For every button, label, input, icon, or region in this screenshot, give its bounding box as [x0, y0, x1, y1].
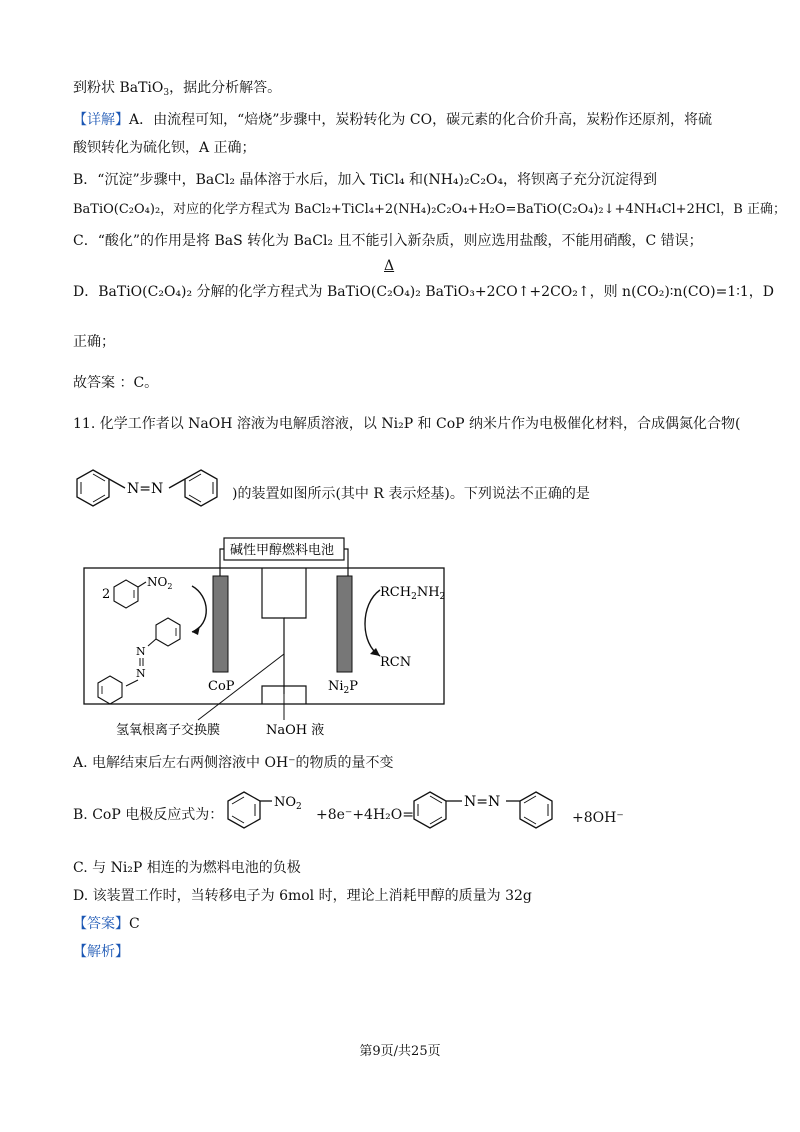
option-b-mid: +8e⁻+4H₂O= [316, 807, 414, 823]
n-label-2: N [136, 667, 146, 680]
detail-line-a1: 【详解】A．由流程可知，“焙烧”步骤中，炭粉转化为 CO，碳元素的化合价升高，炭粉作还原剂，将硫 [73, 112, 713, 128]
option-b-end: +8OH⁻ [572, 810, 624, 826]
answer-line [73, 914, 140, 934]
detail-line-d: D．BaTiO(C₂O₄)₂ 分解的化学方程式为 BaTiO(C₂O₄)₂ BaTiO₃+2CO↑+2CO₂↑，则 n(CO₂)∶n(CO)=1∶1，D [73, 284, 774, 300]
answer-value: C [129, 916, 140, 932]
detail-line-b2: BaTiO(C₂O₄)₂，对应的化学方程式为 BaCl₂+TiCl₄+2(NH₄)₂C₂O₄+H₂O=BaTiO(C₂O₄)₂↓+4NH₄Cl+2HCl，B 正确； [73, 202, 786, 217]
electrolysis-diagram [80, 534, 450, 744]
azobenzene-structure [73, 462, 243, 514]
rcn-label: RCN [380, 655, 412, 670]
ni2p-electrode [337, 576, 352, 672]
page-footer: 第9页/共25页 [359, 1044, 441, 1059]
detail-line-c: C．“酸化”的作用是将 BaS 转化为 BaCl₂ 且不能引入新杂质，则应选用盐酸，不能用硝酸，C 错误； [73, 233, 703, 249]
option-c: C. 与 Ni₂P 相连的为燃料电池的负极 [73, 860, 301, 876]
option-d: D. 该装置工作时，当转移电子为 6mol 时，理论上消耗甲醇的质量为 32g [73, 888, 532, 904]
opt-b-nn-label: N=N [464, 794, 501, 810]
azobenzene-product-structure [408, 786, 578, 836]
analysis-line [73, 942, 129, 962]
detail-line-d2: 正确； [73, 334, 115, 350]
membrane-label: 氢氧根离子交换膜 [116, 723, 221, 738]
option-a: A. 电解结束后左右两侧溶液中 OH⁻的物质的量不变 [73, 755, 394, 771]
delta-symbol: Δ [384, 258, 395, 274]
n-label-1: N [136, 645, 146, 658]
detail-line-a2: 酸钡转化为硫化钡，A 正确； [73, 140, 256, 156]
no2-label: $NO_2$ [147, 575, 173, 591]
detail-line-b1: B．“沉淀”步骤中，BaCl₂ 晶体溶于水后，加入 TiCl₄ 和(NH₄)₂C₂O₄，将钡离子充分沉淀得到 [73, 172, 658, 188]
ni2p-label: $Ni_2P$ [328, 679, 359, 696]
nitrobenzene-structure [222, 786, 322, 836]
naoh-label: NaOH 液 [266, 723, 325, 738]
question-11-line1: 11. 化学工作者以 NaOH 溶液为电解质溶液，以 Ni₂P 和 CoP 纳米片作为电极催化材料，合成偶氮化合物( [73, 416, 741, 432]
opt-b-no2-label: $NO_2$ [274, 795, 302, 812]
option-b-prefix: B. CoP 电极反应式为： [73, 807, 224, 823]
analysis-tag: 【解析】 [73, 944, 129, 960]
cop-label: CoP [208, 679, 235, 694]
answer-tag: 【答案】 [73, 916, 129, 932]
fuel-cell-label: 碱性甲醇燃料电池 [230, 543, 335, 558]
azo-nn-label: N=N [127, 481, 164, 497]
cop-electrode [213, 576, 228, 672]
detail-tag: 【详解】 [73, 112, 129, 128]
question-11-line2: )的装置如图所示(其中 R 表示烃基)。下列说法不正确的是 [232, 486, 590, 502]
answer-previous: 故答案 ：C。 [73, 375, 159, 391]
text-line-intro: 到粉状 BaTiO$_3$，据此分析解答。 [73, 80, 282, 98]
rch2nh2-label: $RCH_2NH_2$ [380, 585, 446, 602]
coefficient-2: 2 [102, 587, 111, 602]
